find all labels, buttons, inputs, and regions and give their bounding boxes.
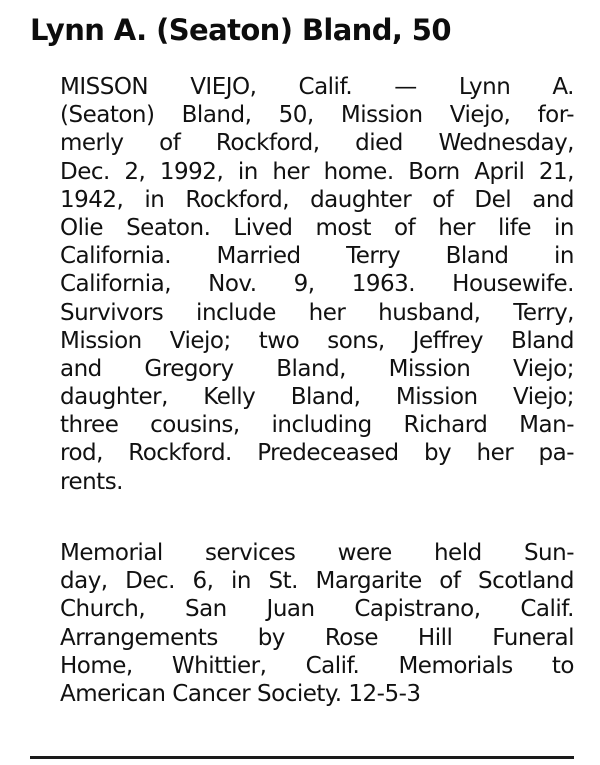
paragraph-line: Mission Viejo; two sons, Jeffrey Bland bbox=[60, 327, 574, 354]
paragraph-line: Dec. 2, 1992, in her home. Born April 21, bbox=[60, 158, 574, 185]
obituary-paragraph-1 bbox=[60, 73, 574, 496]
paragraph-line: California. Married Terry Bland in bbox=[60, 243, 574, 270]
paragraph-line: Arrangements by Rose Hill Funeral bbox=[60, 624, 574, 651]
paragraph-line: daughter, Kelly Bland, Mission Viejo; bbox=[60, 384, 574, 411]
paragraph-line: merly of Rockford, died Wednesday, bbox=[60, 130, 574, 157]
paragraph-line: three cousins, including Richard Man- bbox=[60, 412, 574, 439]
paragraph-line: rents. bbox=[60, 468, 123, 495]
paragraph-line: Memorial services were held Sun- bbox=[60, 540, 574, 566]
paragraph-line: 1942, in Rockford, daughter of Del and bbox=[60, 186, 574, 213]
paragraph-line: American Cancer Society. 12-5-3 bbox=[60, 680, 421, 707]
paragraph-line: Home, Whittier, Calif. Memorials to bbox=[60, 652, 574, 679]
bottom-divider bbox=[30, 756, 574, 759]
obituary-headline: Lynn A. (Seaton) Bland, 50 bbox=[30, 13, 451, 47]
paragraph-line: day, Dec. 6, in St. Margarite of Scotland bbox=[60, 568, 574, 595]
paragraph-line: California, Nov. 9, 1963. Housewife. bbox=[60, 271, 574, 298]
paragraph-line: Survivors include her husband, Terry, bbox=[60, 299, 574, 326]
paragraph-line: and Gregory Bland, Mission Viejo; bbox=[60, 355, 574, 382]
paragraph-line: Olie Seaton. Lived most of her life in bbox=[60, 214, 574, 241]
paragraph-line: (Seaton) Bland, 50, Mission Viejo, for- bbox=[60, 102, 574, 129]
paragraph-line: rod, Rockford. Predeceased by her pa- bbox=[60, 440, 574, 467]
obituary-paragraph-2 bbox=[60, 539, 574, 708]
paragraph-line: Church, San Juan Capistrano, Calif. bbox=[60, 596, 574, 623]
paragraph-line: MISSON VIEJO, Calif. — Lynn A. bbox=[60, 74, 574, 100]
